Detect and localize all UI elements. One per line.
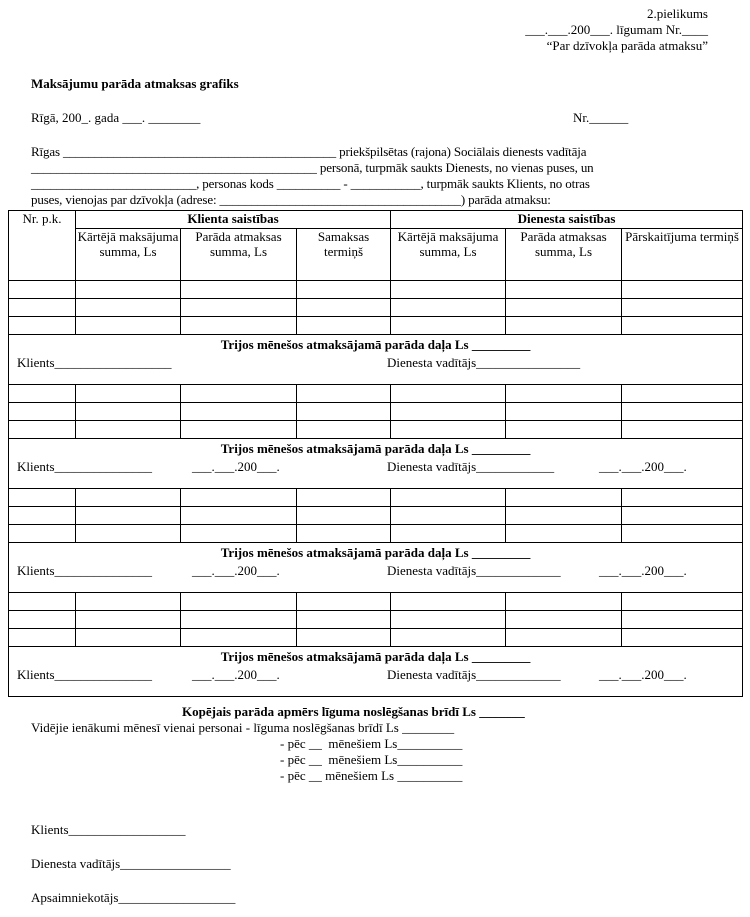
table-cell[interactable] <box>181 281 297 299</box>
client-signature-line: Klients__________________ <box>17 355 172 370</box>
contract-reference: ___.___.200___. līgumam Nr.____ <box>525 22 708 37</box>
table-cell[interactable] <box>76 385 181 403</box>
table-cell[interactable] <box>391 385 506 403</box>
nr-header: Nr. p.k. <box>9 211 76 281</box>
quarter-summary-title: Trijos mēnešos atmaksājamā parāda daļa Ls _________ <box>220 441 531 456</box>
manager-signature: Apsaimniekotājs__________________ <box>31 890 236 905</box>
table-cell[interactable] <box>622 281 743 299</box>
quarter-summary-cell <box>9 647 743 697</box>
table-cell[interactable] <box>297 317 391 335</box>
quarter-summary-row <box>9 335 743 385</box>
table-row <box>9 317 743 335</box>
table-cell[interactable] <box>622 525 743 543</box>
table-cell[interactable] <box>622 593 743 611</box>
table-cell[interactable] <box>297 421 391 439</box>
table-cell[interactable] <box>622 317 743 335</box>
table-cell[interactable] <box>391 525 506 543</box>
table-cell[interactable] <box>391 299 506 317</box>
table-cell[interactable] <box>181 489 297 507</box>
table-row <box>9 281 743 299</box>
table-cell[interactable] <box>506 489 622 507</box>
table-cell[interactable] <box>76 489 181 507</box>
client-signature-line: Klients_______________ <box>17 563 153 578</box>
table-cell[interactable] <box>9 299 76 317</box>
table-cell[interactable] <box>622 403 743 421</box>
quarter-summary-title: Trijos mēnešos atmaksājamā parāda daļa Ls _________ <box>220 545 531 560</box>
table-cell[interactable] <box>297 611 391 629</box>
contract-title: “Par dzīvokļa parāda atmaksu” <box>546 38 708 53</box>
client-date: ___.___.200___. <box>192 563 280 578</box>
table-row <box>9 489 743 507</box>
intro-line-3: __________________________, personas kods __________ - ___________, turpmāk saukts Klients, no otras <box>31 176 590 191</box>
quarter-summary-row <box>9 647 743 697</box>
income-label: Vidējie ienākumi mēnesī vienai personai - līguma noslēgšanas brīdī Ls ________ <box>31 720 455 735</box>
table-cell[interactable] <box>76 421 181 439</box>
service-head-signature-line: Dienesta vadītājs________________ <box>387 355 581 370</box>
table-cell[interactable] <box>297 385 391 403</box>
intro-line-1: Rīgas ___________________________________________ priekšpilsētas (rajona) Sociālais dienests vadītāja <box>31 144 587 159</box>
table-cell[interactable] <box>9 525 76 543</box>
table-row <box>9 611 743 629</box>
table-cell[interactable] <box>297 403 391 421</box>
table-row <box>9 403 743 421</box>
intro-line-2: _____________________________________________ personā, turpmāk saukts Dienests, no vienas puses, un <box>31 160 594 175</box>
table-cell[interactable] <box>297 281 391 299</box>
table-cell[interactable] <box>506 403 622 421</box>
table-cell[interactable] <box>76 281 181 299</box>
place-date: Rīgā, 200_. gada ___. ________ <box>31 110 201 125</box>
table-cell[interactable] <box>391 629 506 647</box>
quarter-summary-title: Trijos mēnešos atmaksājamā parāda daļa Ls _________ <box>220 337 531 352</box>
table-cell[interactable] <box>391 611 506 629</box>
table-cell[interactable] <box>76 507 181 525</box>
client-signature-line: Klients_______________ <box>17 667 153 682</box>
quarter-summary-title: Trijos mēnešos atmaksājamā parāda daļa Ls _________ <box>220 649 531 664</box>
table-cell[interactable] <box>391 489 506 507</box>
column-header: Samaksas termiņš <box>297 229 391 281</box>
service-head-signature-line: Dienesta vadītājs_____________ <box>387 667 561 682</box>
table-cell[interactable] <box>181 525 297 543</box>
payment-schedule-table <box>8 210 743 697</box>
column-header: Pārskaitījuma termiņš <box>622 229 743 281</box>
table-header-row <box>9 229 743 281</box>
column-header: Parāda atmaksas summa, Ls <box>506 229 622 281</box>
table-cell[interactable] <box>181 593 297 611</box>
table-cell[interactable] <box>622 489 743 507</box>
table-cell[interactable] <box>76 525 181 543</box>
table-cell[interactable] <box>622 421 743 439</box>
table-cell[interactable] <box>622 385 743 403</box>
table-cell[interactable] <box>76 403 181 421</box>
table-row <box>9 507 743 525</box>
table-cell[interactable] <box>506 593 622 611</box>
client-date: ___.___.200___. <box>192 667 280 682</box>
document-title: Maksājumu parāda atmaksas grafiks <box>31 76 239 91</box>
table-cell[interactable] <box>506 421 622 439</box>
table-cell[interactable] <box>181 421 297 439</box>
table-cell[interactable] <box>506 525 622 543</box>
table-cell[interactable] <box>76 611 181 629</box>
table-cell[interactable] <box>506 385 622 403</box>
table-cell[interactable] <box>181 299 297 317</box>
table-cell[interactable] <box>391 281 506 299</box>
service-obligations-header: Dienesta saistības <box>391 211 743 229</box>
table-row <box>9 525 743 543</box>
table-cell[interactable] <box>181 629 297 647</box>
client-signature: Klients__________________ <box>31 822 186 837</box>
quarter-summary-cell <box>9 439 743 489</box>
client-date: ___.___.200___. <box>192 459 280 474</box>
service-head-signature: Dienesta vadītājs_________________ <box>31 856 231 871</box>
table-cell[interactable] <box>181 385 297 403</box>
table-cell[interactable] <box>9 629 76 647</box>
table-row <box>9 593 743 611</box>
service-head-signature-line: Dienesta vadītājs_____________ <box>387 563 561 578</box>
service-date: ___.___.200___. <box>599 563 687 578</box>
intro-line-4: puses, vienojas par dzīvokļa (adrese: ______________________________________) parāda atmaksu: <box>31 192 551 207</box>
table-cell[interactable] <box>181 403 297 421</box>
table-cell[interactable] <box>506 299 622 317</box>
table-cell[interactable] <box>506 507 622 525</box>
table-cell[interactable] <box>506 629 622 647</box>
column-header: Parāda atmaksas summa, Ls <box>181 229 297 281</box>
income-line: - pēc __ mēnešiem Ls __________ <box>280 768 463 783</box>
table-cell[interactable] <box>9 317 76 335</box>
table-cell[interactable] <box>297 525 391 543</box>
quarter-summary-row <box>9 543 743 593</box>
table-cell[interactable] <box>391 593 506 611</box>
table-cell[interactable] <box>622 507 743 525</box>
table-cell[interactable] <box>76 299 181 317</box>
table-cell[interactable] <box>76 593 181 611</box>
table-cell[interactable] <box>76 317 181 335</box>
table-cell[interactable] <box>9 507 76 525</box>
table-cell[interactable] <box>391 403 506 421</box>
table-cell[interactable] <box>297 489 391 507</box>
table-cell[interactable] <box>391 317 506 335</box>
table-row <box>9 299 743 317</box>
quarter-summary-cell <box>9 335 743 385</box>
table-cell[interactable] <box>9 593 76 611</box>
table-cell[interactable] <box>391 507 506 525</box>
table-cell[interactable] <box>9 385 76 403</box>
table-cell[interactable] <box>76 629 181 647</box>
table-cell[interactable] <box>9 403 76 421</box>
table-cell[interactable] <box>506 317 622 335</box>
table-row <box>9 385 743 403</box>
column-header: Kārtējā maksājuma summa, Ls <box>391 229 506 281</box>
column-header: Kārtējā maksājuma summa, Ls <box>76 229 181 281</box>
table-cell[interactable] <box>622 299 743 317</box>
table-cell[interactable] <box>9 611 76 629</box>
table-header-group-row <box>9 211 743 229</box>
client-signature-line: Klients_______________ <box>17 459 153 474</box>
quarter-summary-row <box>9 439 743 489</box>
table-cell[interactable] <box>9 281 76 299</box>
document-number: Nr.______ <box>573 110 629 125</box>
table-cell[interactable] <box>391 421 506 439</box>
table-cell[interactable] <box>181 611 297 629</box>
table-cell[interactable] <box>297 299 391 317</box>
table-cell[interactable] <box>622 629 743 647</box>
table-cell[interactable] <box>506 611 622 629</box>
table-cell[interactable] <box>181 317 297 335</box>
table-cell[interactable] <box>9 421 76 439</box>
table-cell[interactable] <box>622 611 743 629</box>
table-cell[interactable] <box>181 507 297 525</box>
client-obligations-header: Klienta saistības <box>76 211 391 229</box>
total-debt-line: Kopējais parāda apmērs līguma noslēgšanas brīdī Ls _______ <box>182 704 525 719</box>
table-row <box>9 421 743 439</box>
table-cell[interactable] <box>506 281 622 299</box>
table-cell[interactable] <box>297 593 391 611</box>
table-cell[interactable] <box>297 507 391 525</box>
table-cell[interactable] <box>297 629 391 647</box>
table-row <box>9 629 743 647</box>
service-head-signature-line: Dienesta vadītājs____________ <box>387 459 555 474</box>
quarter-summary-cell <box>9 543 743 593</box>
income-line: - pēc __ mēnešiem Ls__________ <box>280 736 463 751</box>
appendix-label: 2.pielikums <box>646 6 708 21</box>
service-date: ___.___.200___. <box>599 459 687 474</box>
table-cell[interactable] <box>9 489 76 507</box>
income-line: - pēc __ mēnešiem Ls__________ <box>280 752 463 767</box>
service-date: ___.___.200___. <box>599 667 687 682</box>
